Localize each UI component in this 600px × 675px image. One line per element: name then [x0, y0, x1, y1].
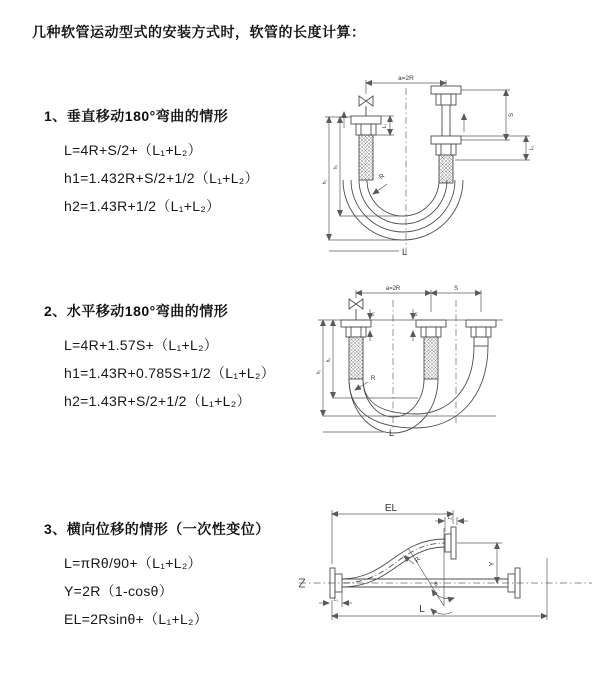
dim-label-el: EL — [384, 503, 398, 514]
valve-icon — [349, 299, 363, 320]
left-braid-hose — [349, 337, 363, 379]
hose-u-bend-position1 — [349, 379, 438, 433]
dim-label-l2: L₂ — [529, 145, 535, 151]
dim-l — [323, 428, 394, 438]
dim-label-l: L — [419, 604, 425, 615]
dim-r — [373, 172, 387, 194]
diagram-lateral-displacement — [294, 498, 600, 640]
section-2-heading: 2、水平移动180°弯曲的情形 — [44, 303, 229, 319]
dim-label-l: L — [389, 428, 395, 438]
formula-line: h2=1.43R+1/2（L₁+L₂） — [64, 198, 221, 214]
dim-label-h1: h₁ — [333, 164, 339, 170]
formula-line: Y=2R（1-cosθ） — [64, 583, 174, 599]
dim-label-r: R — [413, 555, 423, 565]
valve-icon — [359, 96, 373, 116]
dim-l2 — [455, 136, 535, 160]
dim-label-l: L — [402, 247, 408, 257]
dim-s — [461, 90, 515, 140]
section-lateral-displacement — [44, 519, 270, 633]
dim-label-a2r: a=2R — [385, 286, 401, 292]
dim-label-r: R — [377, 172, 387, 182]
left-braid-hose — [359, 135, 373, 180]
formula-line: h1=1.43R+0.785S+1/2（L₁+L₂） — [64, 365, 275, 381]
formula-line: h2=1.43R+S/2+1/2（L₁+L₂） — [64, 393, 251, 409]
section-2-formulas — [64, 331, 275, 415]
formula-line: EL=2Rsinθ+（L₁+L₂） — [64, 611, 209, 627]
dim-label-a2r: a=2R — [398, 75, 414, 82]
section-1-formulas — [64, 136, 259, 220]
dim-label-s: S — [509, 112, 515, 118]
dim-y — [457, 543, 502, 583]
dim-label-l2: L₂ — [447, 515, 453, 521]
upper-flange — [445, 527, 456, 559]
formula-line: L=4R+S/2+（L₁+L₂） — [64, 142, 202, 158]
section-vertical-movement — [44, 106, 259, 220]
dim-label-l2: L₂ — [413, 311, 418, 317]
dim-label-h2: h₂ — [326, 357, 332, 363]
dim-label-l1: L₁ — [370, 311, 375, 317]
diagram-horizontal-movement — [306, 280, 598, 450]
dim-l2 — [413, 309, 418, 341]
section-horizontal-movement — [44, 301, 275, 415]
right-pipe-fitting — [431, 86, 461, 155]
formula-line: h1=1.432R+S/2+1/2（L₁+L₂） — [64, 170, 259, 186]
left-pipe-fitting — [341, 320, 371, 337]
dim-label-h1: h₁ — [316, 369, 322, 375]
section-3-heading: 3、横向位移的情形（一次性变位） — [44, 521, 270, 537]
dim-label-l1: L₁ — [382, 123, 388, 129]
dim-l1 — [319, 591, 352, 607]
diagram-vertical-movement — [313, 70, 583, 262]
dim-h2 — [326, 320, 418, 398]
hose-u-bend — [343, 180, 463, 240]
dim-l — [329, 247, 407, 257]
dim-label-s: S — [453, 286, 459, 292]
right-pipe-fitting — [466, 320, 496, 346]
dim-label-l1: L₁ — [333, 597, 339, 603]
dim-label-h2: h₂ — [322, 179, 328, 185]
middle-braid-hose — [424, 337, 438, 379]
dim-label-theta: θ — [434, 582, 438, 588]
dim-label-r: R — [370, 375, 376, 382]
angle-construction — [408, 528, 454, 614]
formula-line: L=πRθ/90+（L₁+L₂） — [64, 555, 202, 571]
dim-h1 — [316, 320, 496, 416]
dim-s — [431, 286, 481, 293]
hose-displaced-position — [342, 539, 445, 587]
page-title: 几种软管运动型式的安装方式时，软管的长度计算： — [32, 24, 366, 40]
formula-line: L=4R+1.57S+（L₁+L₂） — [64, 337, 219, 353]
middle-pipe-fitting — [416, 320, 446, 337]
left-pipe-fitting — [351, 116, 381, 135]
section-3-formulas — [64, 549, 270, 633]
dim-el — [332, 503, 453, 564]
dim-l2 — [435, 515, 468, 532]
section-1-heading: 1、垂直移动180°弯曲的情形 — [44, 108, 229, 124]
right-braid-hose — [439, 155, 453, 183]
dim-label-y: Y — [489, 561, 496, 567]
dim-a2r — [356, 286, 481, 312]
